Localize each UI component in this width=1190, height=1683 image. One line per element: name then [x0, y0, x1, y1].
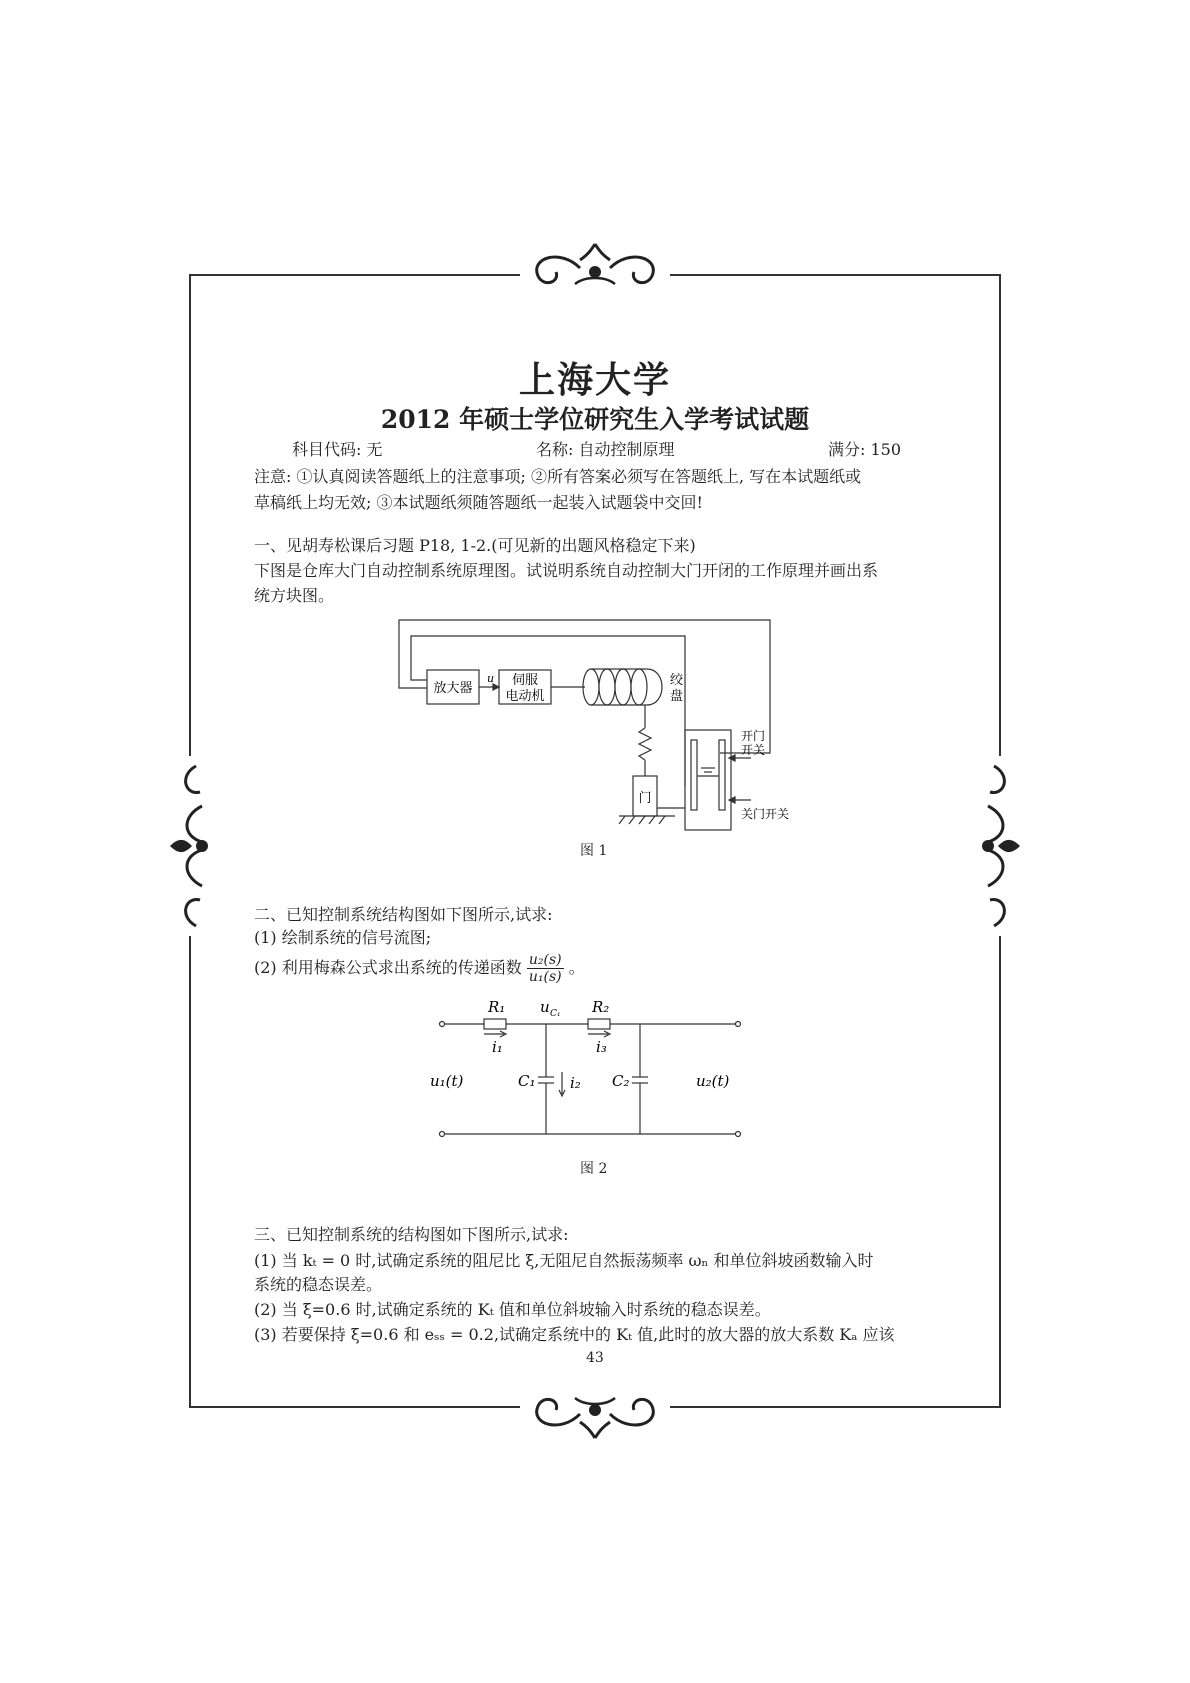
q1-line-2: 统方块图。	[254, 586, 335, 605]
q2-item-2-end: 。	[568, 958, 585, 977]
figure-2-rc-circuit	[420, 990, 760, 1150]
figure-1-caption: 图 1	[580, 843, 608, 859]
q1-title: 一、见胡寿松课后习题 P18, 1-2.(可见新的出题风格稳定下来)	[254, 536, 696, 555]
uc1-subscript: C₁	[550, 1009, 561, 1019]
q3-item-1-line-2: 系统的稳态误差。	[254, 1275, 383, 1294]
top-ornament-icon	[520, 238, 670, 302]
q3-title: 三、已知控制系统的结构图如下图所示,试求:	[254, 1225, 569, 1244]
q2-item-1: (1) 绘制系统的信号流图;	[254, 928, 432, 947]
door-label: 门	[638, 791, 652, 806]
winch-label-2: 盘	[670, 689, 684, 704]
c1-label: C₁	[518, 1072, 536, 1090]
bottom-ornament-icon	[520, 1380, 670, 1444]
r1-label: R₁	[488, 998, 506, 1016]
transfer-function-fraction	[527, 952, 564, 985]
code-label: 科目代码:	[292, 440, 362, 459]
page-number: 43	[586, 1350, 604, 1366]
university-title: 上海大学	[518, 359, 671, 401]
q1-line-1: 下图是仓库大门自动控制系统原理图。试说明系统自动控制大门开闭的工作原理并画出系	[254, 561, 879, 580]
q2-item-2	[254, 952, 585, 985]
score-value: 150	[870, 440, 902, 459]
name-label: 名称:	[536, 440, 574, 459]
left-ornament-icon	[166, 756, 216, 936]
close-switch-label: 关门开关	[741, 807, 790, 821]
q3-item-2: (2) 当 ξ=0.6 时,试确定系统的 Kₜ 值和单位斜坡输入时系统的稳态误差。	[254, 1300, 771, 1319]
r2-label: R₂	[592, 998, 610, 1016]
notice-line-1: 注意: ①认真阅读答题纸上的注意事项; ②所有答案必须写在答题纸上, 写在本试题纸或	[254, 467, 862, 486]
subject-code	[292, 437, 383, 460]
open-switch-label-1: 开门	[741, 729, 766, 743]
fraction-denominator: u₁(s)	[528, 969, 562, 985]
q2-title: 二、已知控制系统结构图如下图所示,试求:	[254, 905, 553, 924]
right-ornament-icon	[974, 756, 1024, 936]
q2-item-2-text: (2) 利用梅森公式求出系统的传递函数	[254, 958, 522, 977]
code-value: 无	[366, 440, 383, 459]
q3-item-1-line-1: (1) 当 kₜ = 0 时,试确定系统的阻尼比 ξ,无阻尼自然振荡频率 ωₙ 和单位斜坡函数输入时	[254, 1251, 874, 1270]
amplifier-label: 放大器	[433, 681, 473, 696]
signal-u-label: u	[487, 672, 495, 685]
fraction-numerator: u₂(s)	[528, 952, 562, 968]
q3-item-3: (3) 若要保持 ξ=0.6 和 eₛₛ = 0.2,试确定系统中的 Kₜ 值,此时的放大器的放大系数 Kₐ 应该	[254, 1325, 895, 1344]
u1-label: u₁(t)	[430, 1072, 464, 1090]
figure-1-warehouse-door-diagram	[395, 618, 815, 838]
servo-label-2: 电动机	[505, 689, 545, 704]
i2-label: i₂	[570, 1074, 581, 1092]
full-score	[828, 437, 901, 460]
i3-label: i₃	[596, 1038, 607, 1056]
figure-2-caption: 图 2	[580, 1161, 608, 1177]
i1-label: i₁	[492, 1038, 503, 1056]
uc1-label: u	[540, 998, 550, 1016]
exam-title: 2012 年硕士学位研究生入学考试试题	[380, 405, 810, 434]
score-label: 满分:	[828, 440, 866, 459]
winch-label-1: 绞	[670, 673, 684, 688]
servo-label-1: 伺服	[511, 673, 539, 688]
name-value: 自动控制原理	[578, 440, 675, 459]
notice-line-2: 草稿纸上均无效; ③本试题纸须随答题纸一起装入试题袋中交回!	[254, 493, 703, 512]
subject-name	[536, 437, 675, 460]
u2-label: u₂(t)	[696, 1072, 730, 1090]
c2-label: C₂	[612, 1072, 630, 1090]
open-switch-label-2: 开关	[741, 743, 766, 757]
